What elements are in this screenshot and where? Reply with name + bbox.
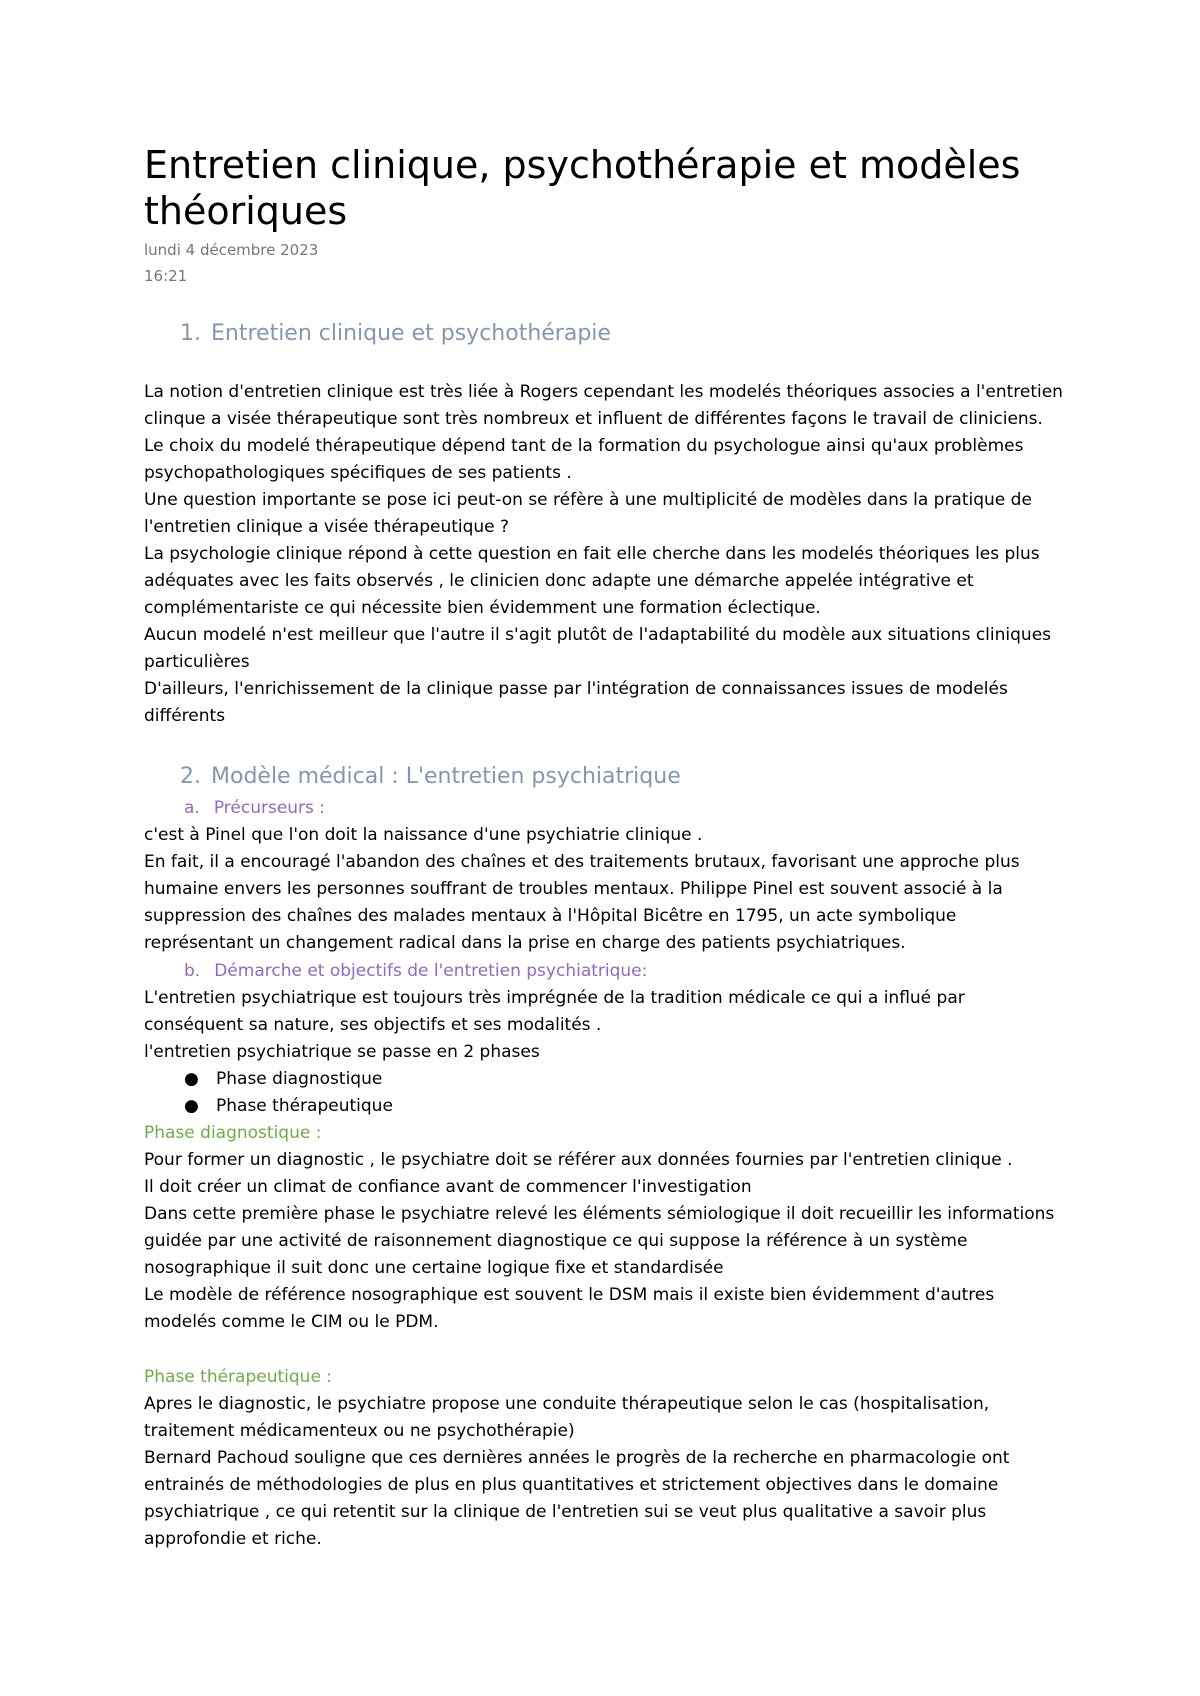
paragraph: l'entretien psychiatrique se passe en 2 phases: [144, 1042, 540, 1062]
phase-list: [144, 1066, 1064, 1120]
section-1-heading: [180, 319, 611, 349]
subsection-b-title: Démarche et objectifs de l'entretien psychiatrique:: [214, 961, 648, 981]
bullet-icon: ●: [184, 1096, 199, 1116]
list-item-label: Phase diagnostique: [216, 1069, 383, 1089]
bullet-icon: ●: [184, 1069, 199, 1089]
paragraph: Pour former un diagnostic , le psychiatre doit se référer aux données fournies par l'entretien clinique .: [144, 1150, 1013, 1170]
paragraph: La notion d'entretien clinique est très liée à Rogers cependant les modelés théoriques associes a l'entretien clinque a visée thérapeutique sont très nombreux et influent de différentes façons le travail de cliniciens.: [144, 382, 1063, 429]
phase-diagnostic-heading: Phase diagnostique :: [144, 1123, 322, 1143]
subsection-a-heading: [184, 795, 325, 822]
section-1-title: Entretien clinique et psychothérapie: [211, 321, 611, 346]
paragraph: Le modèle de référence nosographique est souvent le DSM mais il existe bien évidemment d'autres modelés comme le CIM ou le PDM.: [144, 1285, 995, 1332]
paragraph: L'entretien psychiatrique est toujours très imprégnée de la tradition médicale ce qui a influé par conséquent sa nature, ses objectifs et ses modalités .: [144, 988, 965, 1035]
paragraph: Une question importante se pose ici peut-on se réfère à une multiplicité de modèles dans la pratique de l'entretien clinique a visée thérapeutique ?: [144, 490, 1032, 537]
paragraph: Il doit créer un climat de confiance avant de commencer l'investigation: [144, 1177, 752, 1197]
phase-therapeutic-body: [144, 1391, 1064, 1553]
subsection-b-number: b.: [184, 961, 201, 981]
paragraph: Apres le diagnostic, le psychiatre propose une conduite thérapeutique selon le cas (hospitalisation, traitement médicamenteux ou ne psychothérapie): [144, 1394, 990, 1441]
subsection-a-body: [144, 822, 1064, 957]
paragraph: D'ailleurs, l'enrichissement de la clinique passe par l'intégration de connaissances issues de modelés différents: [144, 679, 1008, 726]
paragraph: En fait, il a encouragé l'abandon des chaînes et des traitements brutaux, favorisant une approche plus humaine envers les personnes souffrant de troubles mentaux. Philippe Pinel est souvent associé à la suppression des chaînes des malades mentaux à l'Hôpital Bicêtre en 1795, un acte symbolique représentant un changement radical dans la prise en charge des patients psychiatriques.: [144, 852, 1020, 953]
list-item-label: Phase thérapeutique: [216, 1096, 393, 1116]
paragraph: La psychologie clinique répond à cette question en fait elle cherche dans les modelés théoriques les plus adéquates avec les faits observés , le clinicien donc adapte une démarche appelée intégrative et complémentariste ce qui nécessite bien évidemment une formation éclectique.: [144, 544, 1040, 618]
page-title: Entretien clinique, psychothérapie et modèles théoriques: [144, 143, 1021, 233]
section-1-body: [144, 379, 1064, 730]
paragraph: Bernard Pachoud souligne que ces dernières années le progrès de la recherche en pharmacologie ont entrainés de méthodologies de plus en plus quantitatives et strictement objectives dans le domaine psychiatrique , ce qui retentit sur la clinique de l'entretien sui se veut plus qualitative a savoir plus approfondie et riche.: [144, 1448, 1010, 1549]
paragraph: Le choix du modelé thérapeutique dépend tant de la formation du psychologue ainsi qu'aux problèmes psychopathologiques spécifiques de ses patients .: [144, 436, 1024, 483]
subsection-a-title: Précurseurs :: [213, 798, 326, 818]
subsection-b-heading: [184, 958, 647, 985]
section-2-heading: [180, 762, 681, 792]
subsection-b-body: [144, 985, 1064, 1066]
phase-therapeutic-heading: Phase thérapeutique :: [144, 1367, 333, 1387]
paragraph: Aucun modelé n'est meilleur que l'autre il s'agit plutôt de l'adaptabilité du modèle aux situations cliniques particulières: [144, 625, 1052, 672]
subsection-a-number: a.: [184, 798, 200, 818]
section-1-number: 1.: [180, 321, 201, 346]
list-item: [144, 1066, 1064, 1093]
note-time: 16:21: [144, 267, 188, 285]
section-2-title: Modèle médical : L'entretien psychiatrique: [211, 764, 681, 789]
section-2-number: 2.: [180, 764, 201, 789]
phase-diagnostic-body: [144, 1147, 1064, 1336]
list-item: [144, 1093, 1064, 1120]
note-date: lundi 4 décembre 2023: [144, 241, 319, 259]
paragraph: Dans cette première phase le psychiatre relevé les éléments sémiologique il doit recueillir les informations guidée par une activité de raisonnement diagnostique ce qui suppose la référence à un système nosographique il suit donc une certaine logique fixe et standardisée: [144, 1204, 1055, 1278]
paragraph: c'est à Pinel que l'on doit la naissance d'une psychiatrie clinique .: [144, 825, 703, 845]
